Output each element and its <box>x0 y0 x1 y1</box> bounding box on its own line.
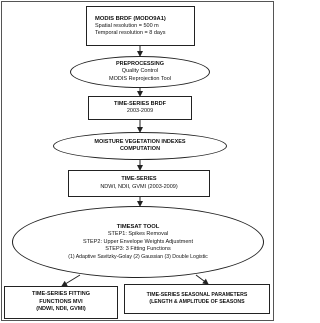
timesat-ellipse <box>12 206 264 278</box>
timesat-functions: (1) Adaptive Savitzky-Golay (2) Gaussian (3) Double Logistic <box>68 253 208 260</box>
arrow-timesat-to-fitting <box>62 275 80 286</box>
timesat-step3: STEP3: 3 Fitting Functions <box>105 246 171 253</box>
time-series-brdf-box <box>88 96 192 120</box>
fitting-line2: FUNCTIONS MVI <box>39 298 83 305</box>
brdf-title: TIME-SERIES BRDF <box>114 100 166 107</box>
mvi-line2: COMPUTATION <box>119 146 161 152</box>
mvi-computation-ellipse <box>53 132 227 160</box>
mvi-line1: MOISTURE VEGETATION INDEXES <box>94 138 186 145</box>
ts-indices: NDWI, NDII, GVMI (2003-2009) <box>100 183 178 190</box>
preprocessing-reprojection: MODIS Reprojection Tool <box>109 75 171 82</box>
modis-temporal-resolution: Temporal resolution = 8 days <box>95 30 166 36</box>
timesat-step2: STEP2: Upper Envelope Weights Adjustment <box>83 238 193 245</box>
ts-title: TIME-SERIES <box>121 176 157 182</box>
fitting-line1: TIME-SERIES FITTING <box>31 291 91 298</box>
fitting-line3: (NDWI, NDII, GVMI) <box>36 306 86 313</box>
preprocessing-title: PREPROCESSING <box>116 60 164 67</box>
seasonal-parameters-box <box>124 284 270 314</box>
modis-spatial-resolution: Spatial resolution = 500 m <box>95 22 159 29</box>
fitting-functions-box <box>4 286 118 319</box>
preprocessing-quality-control: Quality Control <box>121 68 159 75</box>
preprocessing-ellipse <box>70 56 210 88</box>
arrow-timesat-to-seasonal <box>196 275 208 284</box>
modis-title: MODIS BRDF (MODO9A1) <box>95 15 166 22</box>
seasonal-line2: (LENGTH & AMPLITUDE OF SEASONS <box>149 299 245 305</box>
timesat-title: TIMESAT TOOL <box>116 224 160 231</box>
seasonal-line1: TIME-SERIES SEASONAL PARAMETERS <box>146 292 248 298</box>
brdf-years: 2003-2009 <box>126 108 154 114</box>
time-series-box <box>68 170 210 197</box>
timesat-step1: STEP1: Spikes Removal <box>107 231 169 238</box>
modis-brdf-box <box>86 6 195 46</box>
